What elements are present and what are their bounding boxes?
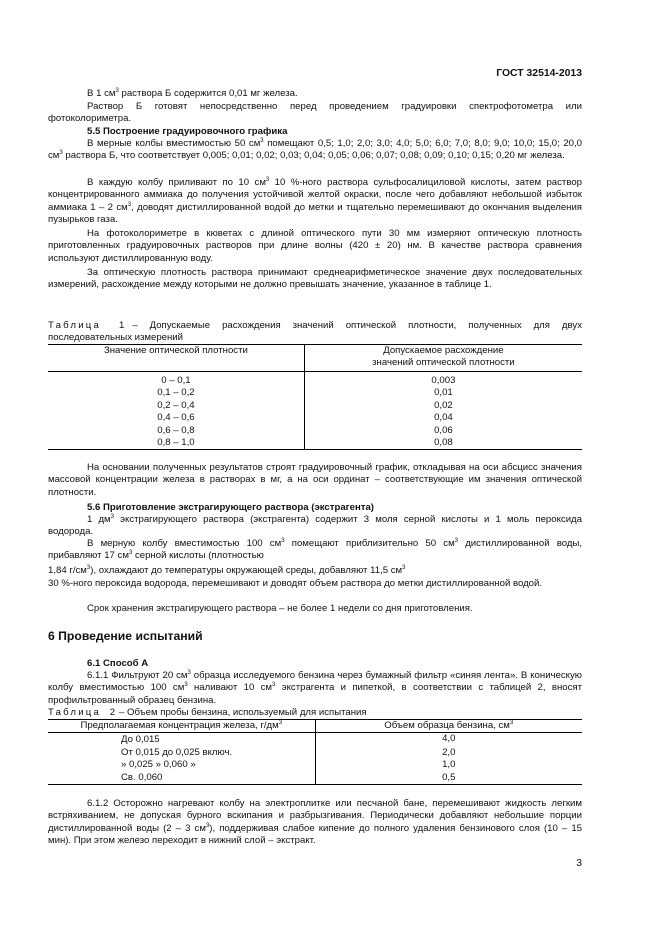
- table-1-header-range: Значение оптической плотности: [103, 345, 248, 356]
- table-row: 0 – 0,1: [161, 375, 191, 386]
- section-5-6-title: 5.6 Приготовление экстрагирующего раствора (экстрагента): [87, 502, 375, 513]
- table-row: » 0,025 » 0,060 »: [121, 759, 196, 771]
- table-row: 0,6 – 0,8: [157, 424, 195, 436]
- table-2-header-concentration: Предполагаемая концентрация железа, $г/дм^3$: [80, 720, 283, 731]
- table-1-caption: Таблица 1 – Допускаемые расхождения значений оптической плотности, полученных для двух последовательных измерений: [48, 320, 582, 344]
- table-row: 0,2 – 0,4: [157, 399, 195, 411]
- section-6-1-1-paragraph: 6.1.1 Фильтруют 20 $см^3$ образца исследуемого бензина через бумажный фильтр «синяя лента». В коническую колбу вместимостью 100 $см^3$ наливают 10 $см^3$ экстрагента и пипеткой, в соответствии с таблицей 2, вносят профильтрованный образец бензина.: [48, 670, 582, 706]
- page-number: 3: [576, 858, 582, 869]
- section-5-6-paragraph-1: 1 $дм^3$ экстрагирующего раствора (экстрагента) содержит 3 моля серной кислоты и 1 моль пероксида водорода.: [48, 514, 582, 538]
- section-5-5-paragraph-3: На фотоколориметре в кюветах с длиной оптического пути 30 мм измеряют оптическую плотность приготовленных градуировочных растворов при длине волны (420 ± 20) нм. В качестве раствора сравнения используют дистиллированную воду.: [48, 228, 582, 264]
- table-row: До 0,015: [121, 734, 160, 746]
- section-5-5-title: 5.5 Построение градуировочного графика: [87, 126, 288, 137]
- table-cell: 0,06: [304, 425, 582, 437]
- table-row: Св. 0,060: [121, 771, 163, 783]
- table-cell: 1,0: [315, 759, 582, 771]
- section-5-5-paragraph-1: В мерные колбы вместимостью 50 $см^3$ помещают 0,5; 1,0; 2,0; 3,0; 4,0; 5,0; 6,0; 7,0; 8,0; 9,0; 10,0; 15,0; 20,0 $см^3$ раствора Б, что соответствует 0,005; 0,01; 0,02; 0,03; 0,04; 0,05; 0,06; 0,07; 0,08; 0,09; 0,10; 0,15; 0,20 мг железа.: [48, 138, 582, 162]
- table-cell: 2,0: [315, 747, 582, 759]
- document-id: ГОСТ 32514-2013: [496, 68, 582, 79]
- table-1: [48, 344, 582, 450]
- intro-paragraph-2: Раствор Б готовят непосредственно перед проведением градуировки спектрофотометра или фотоколориметра.: [48, 101, 582, 125]
- section-6-title: 6 Проведение испытаний: [48, 629, 203, 643]
- table-row: 0,4 – 0,6: [157, 412, 195, 424]
- section-6-1-title: 6.1 Способ А: [87, 658, 149, 669]
- table-cell: 0,5: [315, 772, 582, 785]
- table-row: 0,8 – 1,0: [157, 437, 195, 449]
- section-5-5-paragraph-2: В каждую колбу приливают по 10 $см^3$ 10 %-ного раствора сульфосалициловой кислоты, затем раствор концентрированного аммиака до получения устойчивой желтой окраски, после чего добавляют небольшой избыток аммиака 1 – 2 $см^3$, доводят дистиллированной водой до метки и тщательно перемешивают до окончания выделения пузырьков газа.: [48, 177, 583, 226]
- table-1-header-deviation: Допускаемое расхождение значений оптической плотности: [304, 345, 582, 372]
- intro-paragraph-1: В 1 $см^3$ раствора Б содержится 0,01 мг железа.: [87, 88, 298, 99]
- table-cell: 0,08: [304, 437, 582, 450]
- section-5-6-paragraph-3: 1,84 $г/см^3$), охлаждают до температуры окружающей среды, добавляют 11,5 $см^3$: [48, 565, 406, 576]
- table-cell: 0,02: [304, 400, 582, 412]
- section-5-6-paragraph-4: 30 %-ного пероксида водорода, перемешивают и доводят объем раствора до метки дистиллированной водой.: [48, 578, 543, 589]
- table-cell: 4,0: [315, 733, 582, 747]
- table-2-header-volume: Объем образца бензина, $см^3$: [315, 720, 582, 733]
- table-cell: 0,01: [304, 387, 582, 399]
- table-2: [48, 719, 582, 785]
- table-2-caption: Таблица 2 – Объем пробы бензина, используемый для испытания: [48, 707, 367, 718]
- after-table-1-paragraph: На основании полученных результатов строят градуировочный график, откладывая на оси абсцисс значения массовой концентрации железа в растворах в мг, а на оси ординат – соответствующие им значения оптической плотности.: [48, 462, 582, 498]
- table-cell: 0,04: [304, 412, 582, 424]
- table-cell: 0,003: [304, 372, 582, 388]
- section-5-6-paragraph-5: Срок хранения экстрагирующего раствора – не более 1 недели со дня приготовления.: [87, 603, 473, 614]
- section-5-6-paragraph-2: В мерную колбу вместимостью 100 $см^3$ помещают приблизительно 50 $см^3$ дистиллированной воды, прибавляют 17 $см^3$ серной кислоты (плотностью: [48, 538, 583, 562]
- table-row: От 0,015 до 0,025 включ.: [121, 746, 233, 758]
- section-5-5-paragraph-4: За оптическую плотность раствора принимают среднеарифметическое значение двух последовательных измерений, расхождение между которыми не должно превышать значение, указанное в таблице 1.: [48, 267, 582, 291]
- table-row: 0,1 – 0,2: [157, 387, 195, 399]
- section-6-1-2-paragraph: 6.1.2 Осторожно нагревают колбу на электроплитке или песчаной бане, перемешивают жидкость легким встряхиванием, не допуская бурного вскипания и разбрызгивания. Периодически добавляют небольшие порции дистиллированной воды (2 – 3 $см^3$), поддерживая слабое кипение до полного удаления бензинового слоя (10 – 15 мин). При этом железо переходит в нижний слой – экстракт.: [48, 798, 582, 847]
